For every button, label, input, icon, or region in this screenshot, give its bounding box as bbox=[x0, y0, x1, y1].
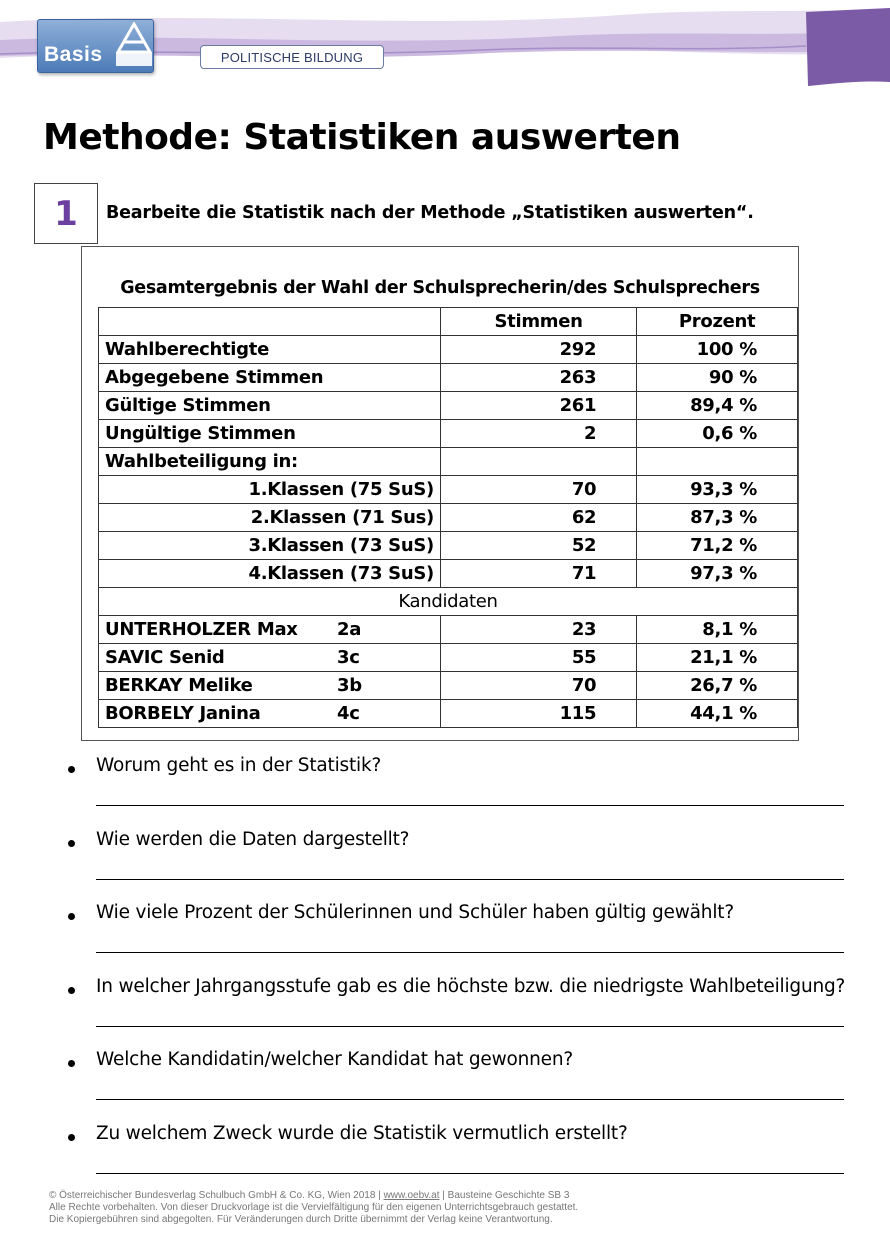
votes-cell: 52 bbox=[440, 532, 636, 560]
answer-line[interactable] bbox=[96, 1173, 844, 1174]
percent-cell: 26,7 % bbox=[637, 672, 798, 700]
list-item bbox=[68, 1049, 858, 1123]
percent-cell: 100 % bbox=[637, 336, 798, 364]
candidate-class: 2a bbox=[337, 619, 362, 640]
candidate-name: BERKAY Melike bbox=[105, 675, 253, 696]
task-number: 1 bbox=[34, 183, 98, 244]
votes-cell: 71 bbox=[440, 560, 636, 588]
bullet-icon bbox=[68, 913, 75, 920]
row-label: 1.Klassen (75 SuS) bbox=[99, 476, 441, 504]
table-row bbox=[99, 532, 798, 560]
list-item bbox=[68, 829, 858, 903]
footer-line: Die Kopiergebühren sind abgegolten. Für Veränderungen durch Dritte übernimmt der Verlag keine Verantwortung. bbox=[49, 1214, 553, 1225]
percent-cell bbox=[637, 448, 798, 476]
votes-cell: 55 bbox=[440, 644, 636, 672]
header-band bbox=[0, 0, 890, 90]
bullet-icon bbox=[68, 1060, 75, 1067]
row-label: Wahlbeteiligung in: bbox=[99, 448, 441, 476]
candidate-cell bbox=[99, 700, 441, 728]
statistics-frame bbox=[81, 246, 799, 741]
question-text: Worum geht es in der Statistik? bbox=[96, 755, 382, 776]
page-title: Methode: Statistiken auswerten bbox=[43, 117, 681, 158]
table-row bbox=[99, 392, 798, 420]
answer-line[interactable] bbox=[96, 1026, 844, 1027]
candidate-cell bbox=[99, 616, 441, 644]
bullet-icon bbox=[68, 987, 75, 994]
task-instruction: Bearbeite die Statistik nach der Methode „Statistiken auswerten“. bbox=[106, 203, 754, 223]
votes-cell: 70 bbox=[440, 476, 636, 504]
table-row bbox=[99, 448, 798, 476]
percent-cell: 71,2 % bbox=[637, 532, 798, 560]
bullet-icon bbox=[68, 840, 75, 847]
row-label: Wahlberechtigte bbox=[99, 336, 441, 364]
list-item bbox=[68, 755, 858, 829]
table-header-cell: Prozent bbox=[637, 308, 798, 336]
candidates-heading-row bbox=[99, 588, 798, 616]
list-item bbox=[68, 1123, 858, 1197]
votes-cell: 263 bbox=[440, 364, 636, 392]
votes-cell: 70 bbox=[440, 672, 636, 700]
votes-cell: 115 bbox=[440, 700, 636, 728]
table-header-cell bbox=[99, 308, 441, 336]
question-text: Welche Kandidatin/welcher Kandidat hat gewonnen? bbox=[96, 1049, 574, 1070]
candidate-row bbox=[99, 644, 798, 672]
candidate-class: 3b bbox=[337, 675, 362, 696]
row-label: Gültige Stimmen bbox=[99, 392, 441, 420]
list-item bbox=[68, 976, 858, 1050]
statistics-table bbox=[98, 307, 798, 728]
table-row bbox=[99, 420, 798, 448]
answer-line[interactable] bbox=[96, 805, 844, 806]
answer-line[interactable] bbox=[96, 1099, 844, 1100]
question-text: Wie werden die Daten dargestellt? bbox=[96, 828, 410, 850]
candidate-name: SAVIC Senid bbox=[105, 647, 225, 668]
triangle-logo-icon bbox=[116, 22, 152, 66]
table-row bbox=[99, 476, 798, 504]
candidate-class: 4c bbox=[337, 703, 360, 724]
table-caption: Gesamtergebnis der Wahl der Schulsprecherin/des Schulsprechers bbox=[120, 278, 760, 298]
bullet-icon bbox=[68, 766, 75, 773]
table-row bbox=[99, 560, 798, 588]
table-row bbox=[99, 504, 798, 532]
percent-cell: 89,4 % bbox=[637, 392, 798, 420]
percent-cell: 87,3 % bbox=[637, 504, 798, 532]
percent-cell: 44,1 % bbox=[637, 700, 798, 728]
votes-cell: 292 bbox=[440, 336, 636, 364]
question-text: In welcher Jahrgangsstufe gab es die höchste bzw. die niedrigste Wahlbeteiligung? bbox=[96, 975, 846, 997]
copyright-text: © Österreichischer Bundesverlag Schulbuch GmbH & Co. KG, Wien 2018 | bbox=[49, 1190, 381, 1201]
percent-cell: 93,3 % bbox=[637, 476, 798, 504]
publisher-link[interactable]: www.oebv.at bbox=[383, 1190, 440, 1201]
question-list bbox=[68, 755, 858, 1196]
percent-cell: 0,6 % bbox=[637, 420, 798, 448]
votes-cell: 261 bbox=[440, 392, 636, 420]
candidate-cell bbox=[99, 672, 441, 700]
candidate-name: UNTERHOLZER Max bbox=[105, 619, 298, 640]
votes-cell: 2 bbox=[440, 420, 636, 448]
percent-cell: 8,1 % bbox=[637, 616, 798, 644]
basis-logo bbox=[37, 19, 154, 73]
row-label: Ungültige Stimmen bbox=[99, 420, 441, 448]
row-label: Abgegebene Stimmen bbox=[99, 364, 441, 392]
question-text: Zu welchem Zweck wurde die Statistik vermutlich erstellt? bbox=[96, 1122, 628, 1144]
question-text: Wie viele Prozent der Schülerinnen und Schüler haben gültig gewählt? bbox=[96, 902, 734, 923]
subject-badge: POLITISCHE BILDUNG bbox=[200, 45, 384, 69]
table-header-cell: Stimmen bbox=[440, 308, 636, 336]
candidate-cell bbox=[99, 644, 441, 672]
answer-line[interactable] bbox=[96, 879, 844, 880]
answer-line[interactable] bbox=[96, 952, 844, 953]
row-label: 3.Klassen (73 SuS) bbox=[99, 532, 441, 560]
percent-cell: 90 % bbox=[637, 364, 798, 392]
footer bbox=[49, 1190, 578, 1226]
votes-cell: 23 bbox=[440, 616, 636, 644]
votes-cell bbox=[440, 448, 636, 476]
candidate-row bbox=[99, 672, 798, 700]
votes-cell: 62 bbox=[440, 504, 636, 532]
table-header-row bbox=[99, 308, 798, 336]
bullet-icon bbox=[68, 1134, 75, 1141]
series-text: | Bausteine Geschichte SB 3 bbox=[442, 1190, 570, 1201]
candidates-heading: Kandidaten bbox=[99, 588, 798, 616]
candidate-class: 3c bbox=[337, 647, 360, 668]
candidate-row bbox=[99, 700, 798, 728]
row-label: 4.Klassen (73 SuS) bbox=[99, 560, 441, 588]
candidate-name: BORBELY Janina bbox=[105, 703, 261, 724]
footer-line bbox=[49, 1190, 578, 1202]
table-row bbox=[99, 336, 798, 364]
footer-line: Alle Rechte vorbehalten. Von dieser Druckvorlage ist die Vervielfältigung für den eigenen Unterrichtsgebrauch gestattet. bbox=[49, 1202, 579, 1213]
candidate-row bbox=[99, 616, 798, 644]
percent-cell: 21,1 % bbox=[637, 644, 798, 672]
percent-cell: 97,3 % bbox=[637, 560, 798, 588]
row-label: 2.Klassen (71 Sus) bbox=[99, 504, 441, 532]
logo-text: Basis bbox=[44, 43, 103, 66]
table-row bbox=[99, 364, 798, 392]
list-item bbox=[68, 902, 858, 976]
